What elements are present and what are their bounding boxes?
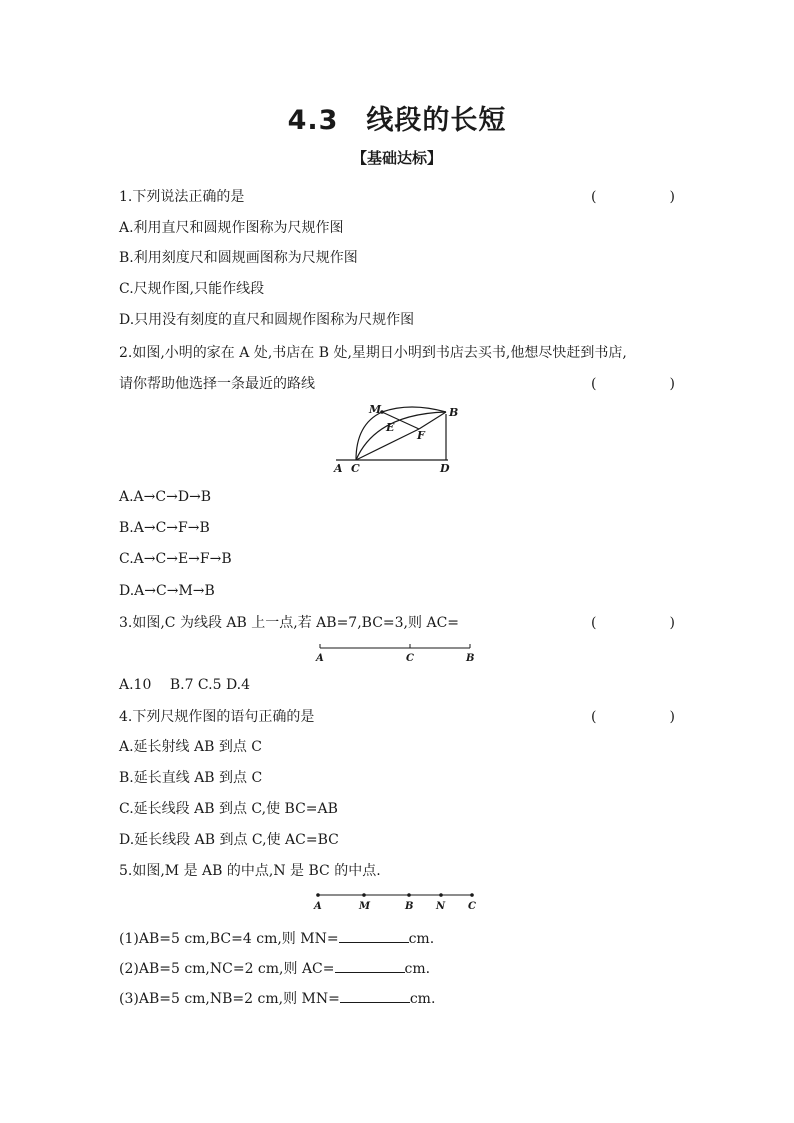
label-n: N: [436, 901, 446, 912]
q1-option-c: C.尺规作图,只能作线段: [119, 281, 265, 297]
point-b: [407, 893, 411, 897]
q5-segment-figure: [310, 888, 482, 914]
label-m: M: [359, 901, 371, 912]
q1-answer-paren[interactable]: [591, 188, 675, 206]
q2-option-a: A.A→C→D→B: [119, 489, 212, 505]
q4-stem: 4.下列尺规作图的语句正确的是: [119, 709, 315, 725]
label-b: B: [405, 901, 414, 912]
unit-label: cm.: [408, 931, 435, 947]
label-c: C: [406, 653, 414, 664]
paren-open: (: [591, 189, 597, 205]
q1-option-a: A.利用直尺和圆规作图称为尺规作图: [119, 220, 344, 236]
section-title: 【基础达标】: [351, 149, 442, 167]
q2-option-c: C.A→C→E→F→B: [119, 551, 232, 567]
paren-close: ): [669, 376, 675, 392]
paren-open: (: [591, 615, 597, 631]
point-c: [470, 893, 474, 897]
label-c: C: [468, 901, 476, 912]
arc-m-b: [382, 407, 446, 412]
q5-part-3: [119, 988, 435, 1008]
q2-option-b: B.A→C→F→B: [119, 520, 210, 536]
point-a: [316, 893, 320, 897]
q2-answer-paren[interactable]: [591, 375, 675, 393]
label-a: A: [334, 462, 343, 475]
q5-part-2: [119, 958, 430, 978]
q4-option-b: B.延长直线 AB 到点 C: [119, 770, 263, 786]
label-e: E: [386, 421, 395, 434]
label-c: C: [351, 462, 360, 475]
paren-close: ): [669, 709, 675, 725]
page-title: 4.3 线段的长短: [287, 105, 507, 136]
label-b: B: [449, 406, 459, 419]
paren-close: ): [669, 615, 675, 631]
unit-label: cm.: [409, 991, 436, 1007]
q5-part-3-blank[interactable]: [340, 988, 410, 1003]
point-m: [362, 893, 366, 897]
paren-open: (: [591, 376, 597, 392]
label-b: B: [466, 653, 475, 664]
q4-option-c: C.延长线段 AB 到点 C,使 BC=AB: [119, 801, 338, 817]
q4-option-a: A.延长射线 AB 到点 C: [119, 739, 263, 755]
q5-part-1-text: (1)AB=5 cm,BC=4 cm,则 MN=: [119, 931, 339, 947]
q3-segment-figure: [312, 640, 482, 666]
label-m: M: [369, 403, 382, 416]
paren-close: ): [669, 189, 675, 205]
label-a: A: [316, 653, 324, 664]
q5-part-2-blank[interactable]: [335, 958, 405, 973]
q3-stem: 3.如图,C 为线段 AB 上一点,若 AB=7,BC=3,则 AC=: [119, 615, 460, 631]
q5-part-2-text: (2)AB=5 cm,NC=2 cm,则 AC=: [119, 961, 335, 977]
label-a: A: [314, 901, 322, 912]
point-n: [439, 893, 443, 897]
q1-option-d: D.只用没有刻度的直尺和圆规作图称为尺规作图: [119, 312, 415, 328]
q3-options: A.10 B.7 C.5 D.4: [119, 677, 251, 693]
label-f: F: [417, 429, 425, 442]
q2-stem-line1: 2.如图,小明的家在 A 处,书店在 B 处,星期日小明到书店去买书,他想尽快赶到书店,: [119, 345, 627, 361]
q1-option-b: B.利用刻度尺和圆规画图称为尺规作图: [119, 250, 358, 266]
q5-part-1-blank[interactable]: [339, 928, 409, 943]
paren-open: (: [591, 709, 597, 725]
q5-stem: 5.如图,M 是 AB 的中点,N 是 BC 的中点.: [119, 863, 381, 879]
q5-part-1: [119, 928, 434, 948]
q2-option-d: D.A→C→M→B: [119, 583, 215, 599]
q4-option-d: D.延长线段 AB 到点 C,使 AC=BC: [119, 832, 339, 848]
q4-answer-paren[interactable]: [591, 708, 675, 726]
q5-part-3-text: (3)AB=5 cm,NB=2 cm,则 MN=: [119, 991, 340, 1007]
label-d: D: [440, 462, 450, 475]
q2-route-figure: [330, 398, 460, 476]
unit-label: cm.: [404, 961, 431, 977]
q2-stem-line2: 请你帮助他选择一条最近的路线: [119, 376, 315, 392]
q1-stem: 1.下列说法正确的是: [119, 189, 245, 205]
q3-answer-paren[interactable]: [591, 614, 675, 632]
